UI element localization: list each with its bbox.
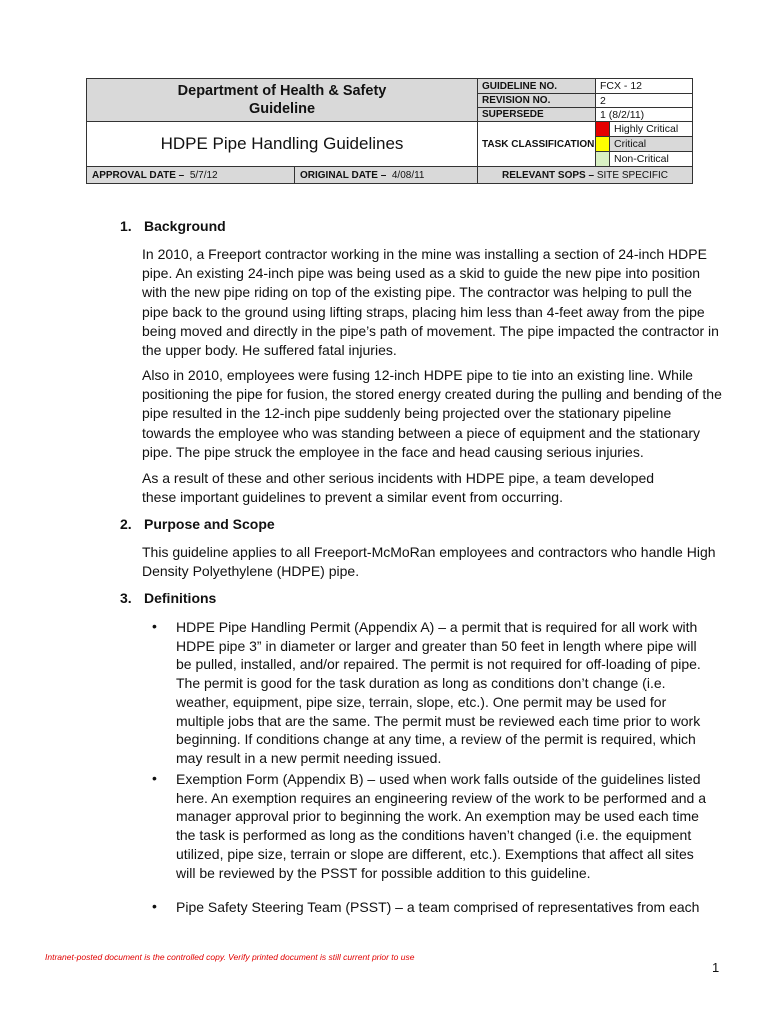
background-paragraph-2: Also in 2010, employees were fusing 12-inch HDPE pipe to tie into an existing line. While positioning the pipe for fusion, the stored energy created during the pulling and bending of the pipe resulted in the 12-inch pipe suddenly being projected over the stationary pipeline towards the employee who was standing between a piece of equipment and the stationary pipe. The pipe struck the employee in the face and head causing serious injuries.: [142, 367, 722, 460]
guideline-no-value: FCX - 12: [596, 79, 693, 94]
relevant-sops-value: SITE SPECIFIC: [596, 169, 668, 181]
section-number: 3.: [120, 590, 132, 606]
guideline-no-label: GUIDELINE NO.: [478, 79, 596, 94]
definition-psst: Pipe Safety Steering Team (PSST) – a team comprised of representatives from each: [176, 899, 700, 915]
bullet-icon: •: [152, 618, 157, 634]
original-date: [295, 167, 478, 184]
controlled-copy-note: Intranet-posted document is the controlled copy. Verify printed document is still current prior to use: [45, 952, 415, 962]
section-heading-background: [120, 218, 226, 234]
section-title: Background: [144, 218, 226, 234]
critical-label: Critical: [610, 137, 693, 152]
purpose-paragraph: This guideline applies to all Freeport-McMoRan employees and contractors who handle High Density Polyethylene (HDPE) pipe.: [142, 544, 716, 580]
relevant-sops-label: RELEVANT SOPS –: [502, 169, 595, 181]
approval-date-label: APPROVAL DATE –: [92, 169, 185, 181]
non-critical-swatch: [596, 152, 610, 167]
section-title: Purpose and Scope: [144, 516, 275, 532]
background-paragraph-3: As a result of these and other serious incidents with HDPE pipe, a team developed these important guidelines to prevent a similar event from occurring.: [142, 470, 655, 506]
definition-exemption-form: Exemption Form (Appendix B) – used when work falls outside of the guidelines listed here. An exemption requires an engineering review of the work to be performed and a manager approval prior to beginning the work. An exemption may be used each time the task is performed as long as the conditions haven’t changed (i.e. the equipment utilized, pipe size, terrain or slope are different, etc.). Exemptions that affect all sites will be reviewed by the PSST for possible addition to this guideline.: [176, 771, 706, 881]
background-paragraph-1: In 2010, a Freeport contractor working in the mine was installing a section of 24-inch HDPE pipe. An existing 24-inch pipe was being used as a skid to guide the new pipe into position with the new pipe riding on top of the existing pipe. The contractor was helping to pull the pipe back to the ground using lifting straps, placing him less than 4-feet away from the pipe being moved and directly in the pipe’s path of movement. The pipe impacted the contractor in the upper body. He suffered fatal injuries.: [142, 246, 719, 359]
definition-permit: HDPE Pipe Handling Permit (Appendix A) – a permit that is required for all work with HDPE pipe 3” in diameter or larger and greater than 50 feet in length where pipe will be pulled, installed, and/or repaired. The permit is not required for off-loading of pipe. The permit is good for the task duration as long as conditions don’t change (i.e. weather, equipment, pipe size, terrain, slope, etc.). One permit may be used for multiple jobs that are the same. The permit must be reviewed each time prior to work beginning. If conditions change at any time, a review of the permit is required, which may result in a new permit needing issued.: [176, 619, 701, 766]
original-date-label: ORIGINAL DATE –: [300, 169, 387, 181]
approval-date-value: 5/7/12: [189, 169, 218, 181]
non-critical-label: Non-Critical: [610, 152, 693, 167]
section-number: 2.: [120, 516, 132, 532]
revision-no-label: REVISION NO.: [478, 94, 596, 108]
supersede-label: SUPERSEDE: [478, 108, 596, 122]
highly-critical-swatch: [596, 122, 610, 137]
department-name: Department of Health & Safety: [177, 83, 387, 99]
department-title: [87, 79, 478, 122]
highly-critical-label: Highly Critical: [610, 122, 693, 137]
revision-no-value: 2: [596, 94, 693, 108]
approval-date: [87, 167, 295, 184]
supersede-value: 1 (8/2/11): [596, 108, 693, 122]
section-heading-purpose: [120, 516, 275, 532]
guideline-header-table: [86, 78, 693, 184]
critical-swatch: [596, 137, 610, 152]
task-classification-label: TASK CLASSIFICATION: [478, 122, 596, 167]
section-number: 1.: [120, 218, 132, 234]
original-date-value: 4/08/11: [391, 169, 425, 181]
section-title: Definitions: [144, 590, 217, 606]
bullet-icon: •: [152, 770, 157, 786]
relevant-sops: [478, 167, 693, 184]
page-number: 1: [712, 960, 720, 975]
document-title: HDPE Pipe Handling Guidelines: [87, 122, 478, 167]
bullet-icon: •: [152, 898, 157, 914]
document-type: Guideline: [248, 101, 316, 117]
section-heading-definitions: [120, 590, 216, 606]
